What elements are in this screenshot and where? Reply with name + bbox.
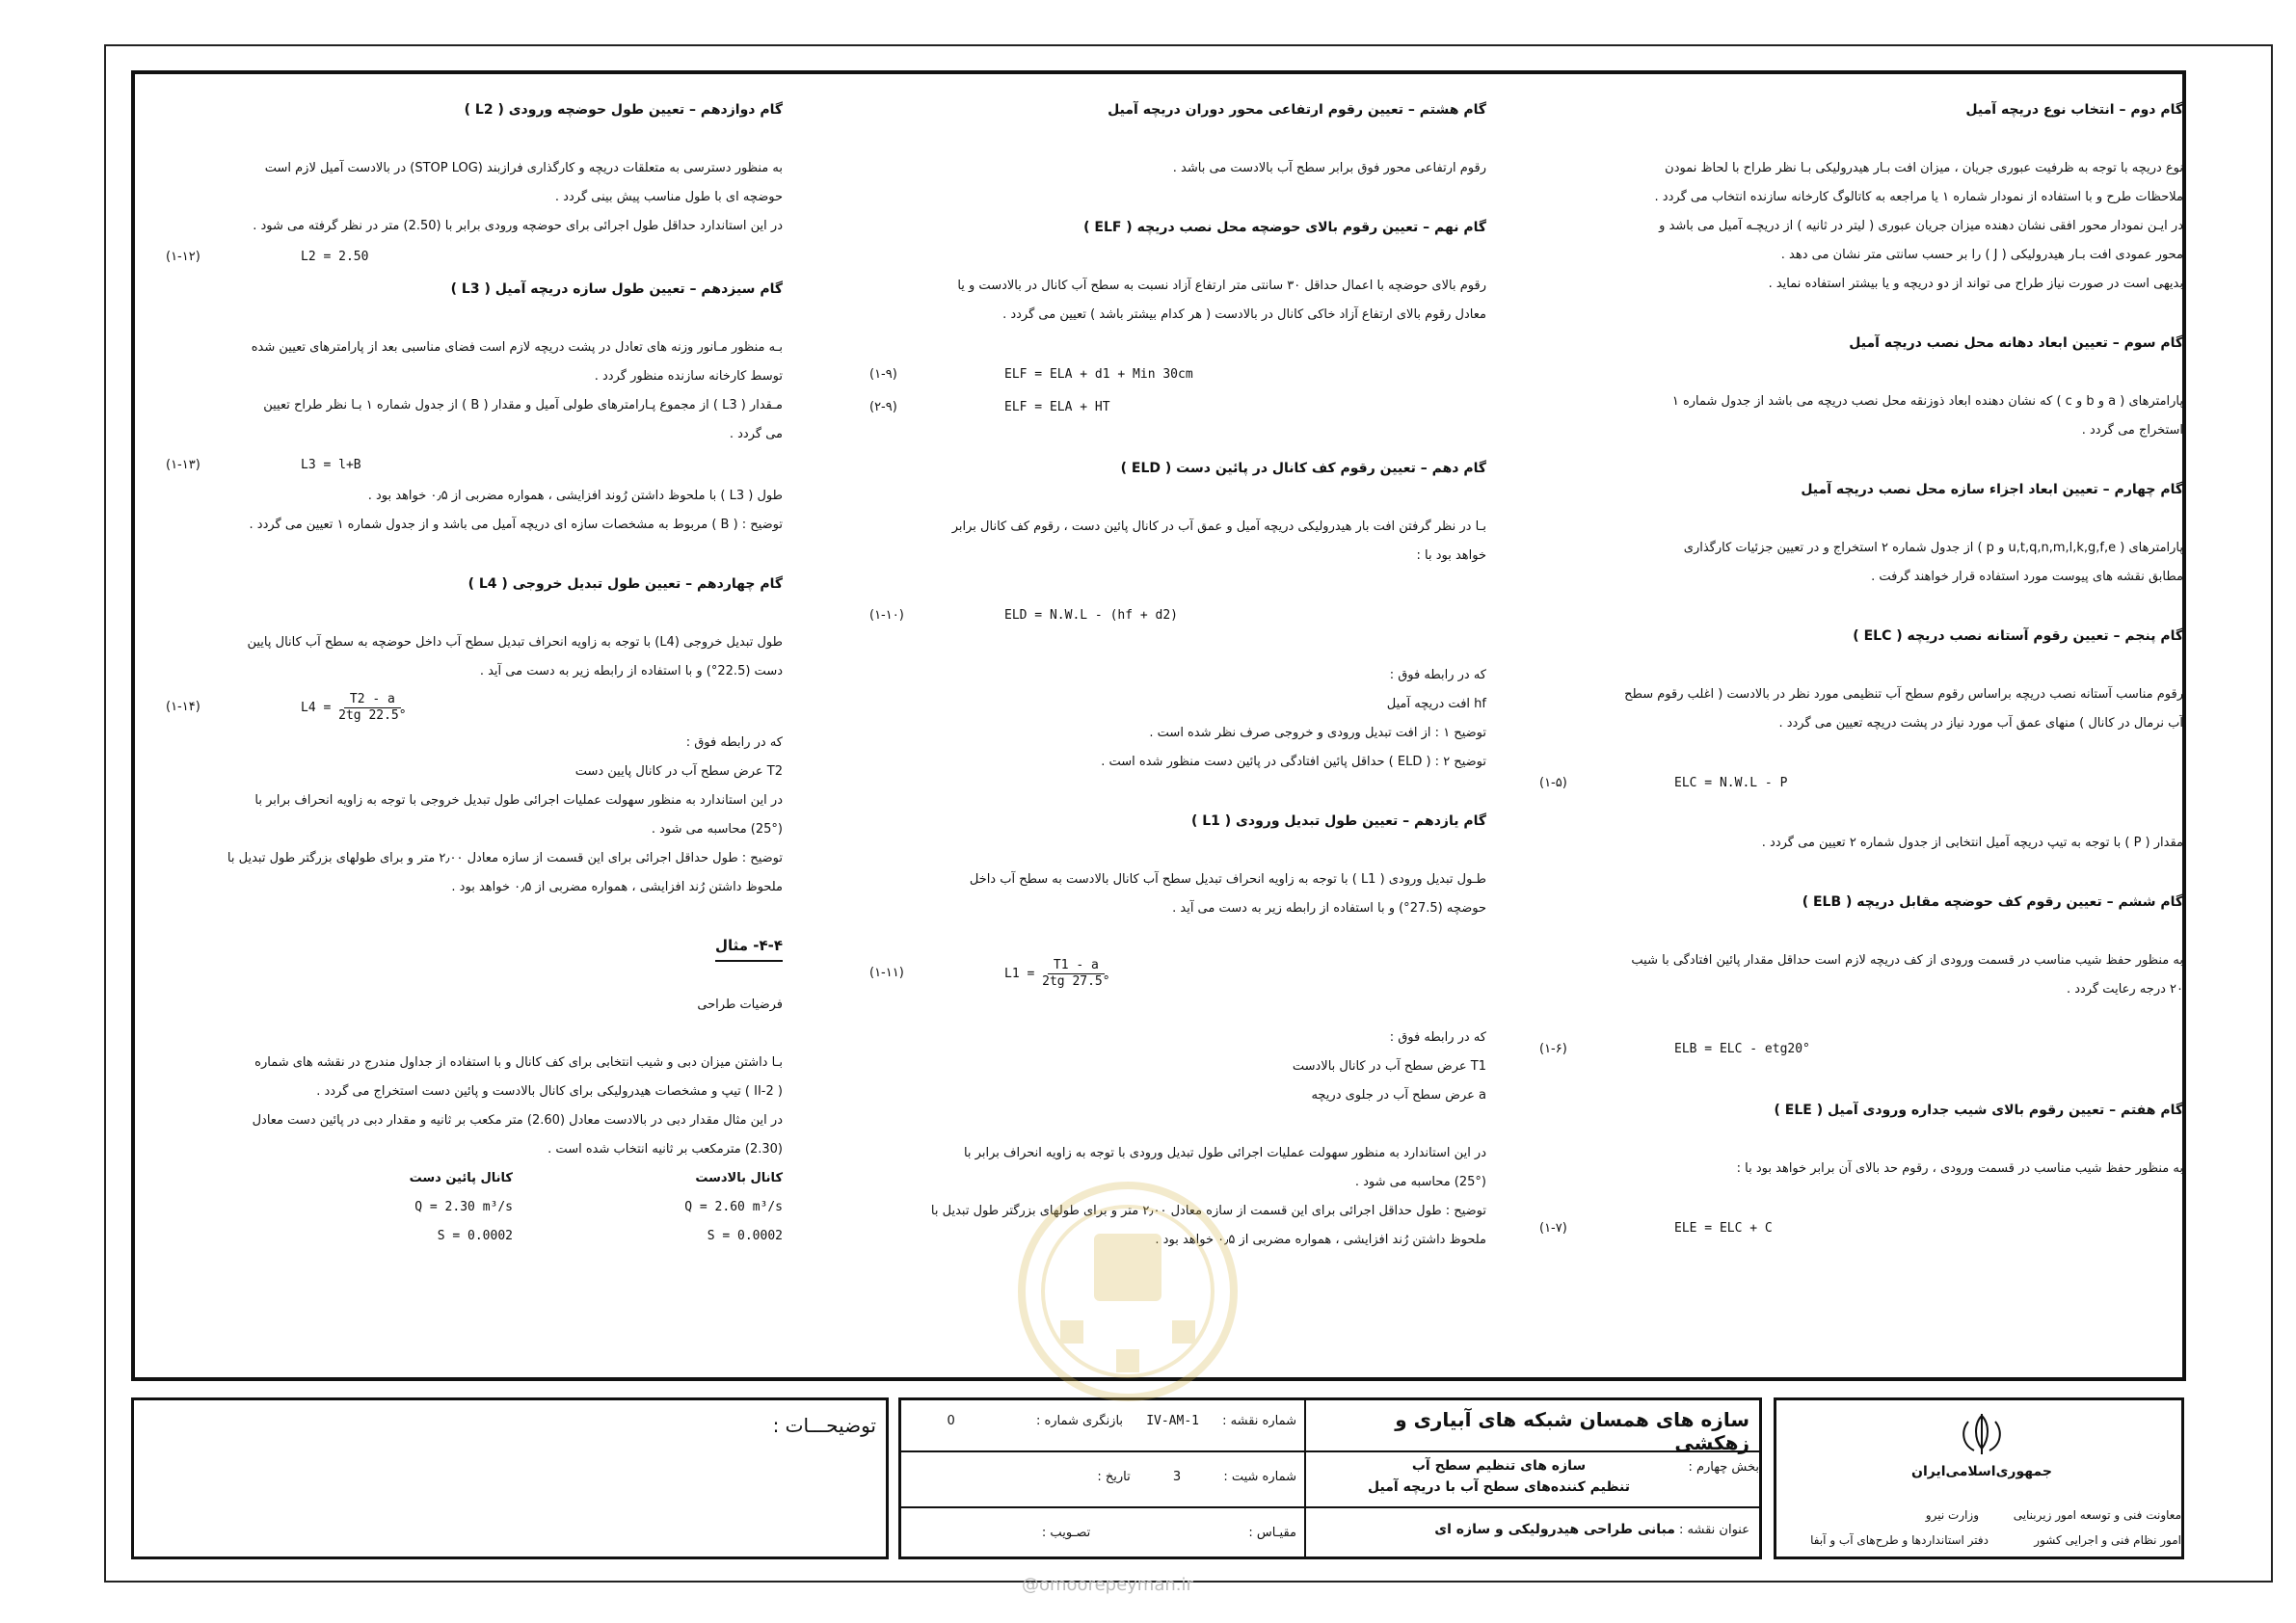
paragraph: در این مثال مقدار دبی در بالادست معادل (2.60) متر مکعب بر ثانیه و مقدار دبی در پائین دست معادل bbox=[252, 1113, 783, 1128]
country-name: جمهوری‌اسلامی‌ایران bbox=[1911, 1464, 2052, 1479]
org-line: معاونت فنی و توسعه امور زیربنایی bbox=[2013, 1508, 2181, 1522]
upstream-discharge: Q = 2.60 m³/s bbox=[684, 1200, 783, 1214]
equation-formula: ELB = ELC - etg20° bbox=[1674, 1042, 1810, 1056]
paragraph: به منظور حفظ شیب مناسب در قسمت ورودی از کف دریچه لازم است حداقل مقدار پائین افتادگی با شیب bbox=[1631, 953, 2183, 968]
iran-emblem-icon bbox=[1953, 1410, 2011, 1464]
equation-formula: ELC = N.W.L - P bbox=[1674, 776, 1788, 790]
drawing-title: مبانی طراحی هیدرولیکی و سازه ای bbox=[1434, 1522, 1675, 1537]
heading-step-9: گام نهم – تعیین رقوم بالای حوضچه محل نصب دریچه ( ELF ) bbox=[1083, 220, 1486, 235]
paragraph: ۲۰ درجه رعایت گردد . bbox=[2066, 982, 2183, 997]
paragraph: استخراج می گردد . bbox=[2081, 423, 2183, 438]
paragraph: رقوم بالای حوضچه با اعمال حداقل ۳۰ سانتی متر ارتفاع آزاد نسبت به سطح آب کانال در بالادست و یا bbox=[957, 279, 1486, 293]
heading-step-3: گام سوم – تعیین ابعاد دهانه محل نصب دریچه آمیل bbox=[1849, 335, 2183, 351]
equation-1-11 bbox=[869, 952, 1486, 995]
drawing-title-row bbox=[1316, 1522, 1749, 1537]
revision-label: بازنگری شماره : bbox=[1035, 1414, 1124, 1428]
equation-formula: ELD = N.W.L - (hf + d2) bbox=[1004, 608, 1179, 623]
paragraph: (25°) محاسبه می شود . bbox=[651, 822, 783, 837]
paragraph: توضیح : ( B ) مربوط به مشخصات سازه ای دریچه آمیل می باشد و از جدول شماره ۱ تعیین می گردد . bbox=[249, 518, 783, 532]
part-subtitle: تنظیم کننده‌های سطح آب با دریچه آمیل bbox=[1368, 1479, 1630, 1495]
equation-lhs: L1 = bbox=[1004, 966, 1035, 981]
equation-1-14 bbox=[166, 686, 783, 729]
equation-2-9 bbox=[869, 391, 1486, 424]
equation-1-7 bbox=[1539, 1212, 2183, 1245]
heading-step-4: گام چهارم – تعیین ابعاد اجزاء سازه محل نصب دریچه آمیل bbox=[1801, 482, 2183, 497]
drawing-title-label: عنوان نقشه : bbox=[1679, 1523, 1749, 1537]
heading-step-11: گام یازدهم – تعیین طول تبدیل ورودی ( L1 ) bbox=[1190, 813, 1486, 829]
equation-1-13 bbox=[166, 449, 783, 482]
downstream-slope: S = 0.0002 bbox=[437, 1229, 513, 1243]
paragraph: (2.30) مترمکعب بر ثانیه انتخاب شده است . bbox=[547, 1142, 783, 1157]
notes-label: توضیحـــات : bbox=[772, 1414, 876, 1437]
equation-formula: ELF = ELA + d1 + Min 30cm bbox=[1004, 367, 1193, 382]
heading-step-6: گام ششم – تعیین رقوم کف حوضچه مقابل دریچه ( ELB ) bbox=[1802, 894, 2183, 910]
drawing-number-row bbox=[911, 1414, 1296, 1428]
equation-number: (۱-۱۱) bbox=[869, 966, 904, 980]
upstream-slope: S = 0.0002 bbox=[707, 1229, 783, 1243]
org-line: امور نظام فنی و اجرایی کشور bbox=[2034, 1533, 2181, 1547]
sheet-number-row bbox=[911, 1470, 1296, 1484]
heading-step-8: گام هشتم – تعیین رقوم ارتفاعی محور دوران دریچه آمیل bbox=[1108, 102, 1486, 118]
equation-number: (۱-۶) bbox=[1539, 1042, 1567, 1056]
part-title: سازه های تنظیم سطح آب bbox=[1411, 1458, 1587, 1474]
paragraph: در ایـن نمودار محور افقی نشان دهنده میزان جریان عبوری ( لیتر در ثانیه ) از دریچـه آمیل می باشد و bbox=[1659, 219, 2183, 233]
paragraph: طـول تبدیل ورودی ( L1 ) با توجه به زاویه انحراف تبدیل سطح آب کانال بالادست به سطح آب داخل bbox=[969, 872, 1486, 887]
project-title: سازه های همسان شبکه های آبیاری و زهکشی bbox=[1395, 1408, 1749, 1454]
equation-lhs: L4 = bbox=[301, 700, 332, 715]
equation-number: (۲-۹) bbox=[869, 400, 897, 414]
paragraph: پارامترهای ( a و b و c ) که نشان دهنده ابعاد ذوزنقه محل نصب دریچه می باشد از جدول شماره ۱ bbox=[1671, 394, 2183, 409]
paragraph: حوضچه ای با طول مناسب پیش بینی گردد . bbox=[554, 190, 783, 204]
paragraph: ملحوظ داشتن رُند افزایشی ، همواره مضربی از ۰٫۵ خواهد بود . bbox=[451, 880, 783, 894]
paragraph: در این استاندارد به منظور سهولت عملیات اجرائی طول تبدیل خروجی با توجه به زاویه انحراف برابر با bbox=[254, 793, 783, 808]
equation-number: (۱-۵) bbox=[1539, 776, 1567, 790]
heading-step-12: گام دوازدهم – تعیین طول حوضچه ورودی ( L2 ) bbox=[464, 102, 783, 118]
paragraph: ( II-2 ) تیپ و مشخصات هیدرولیکی برای کانال بالادست و پائین دست استخراج می گردد . bbox=[316, 1084, 783, 1099]
equation-1-6 bbox=[1539, 1033, 2183, 1066]
column-right bbox=[1539, 94, 2183, 1245]
paragraph: بـه منظور مـانور وزنه های تعادل در پشت دریچه لازم است فضای مناسبی بعد از پارامترهای تعیین شده bbox=[251, 340, 783, 355]
paragraph: معادل رقوم بالای ارتفاع آزاد خاکی کانال در بالادست ( هر کدام بیشتر باشد ) تعیین می گردد . bbox=[1002, 307, 1486, 322]
paragraph: حوضچه (27.5°) و با استفاده از رابطه زیر به دست می آید . bbox=[1172, 901, 1486, 916]
example-channel-table bbox=[166, 1164, 783, 1251]
equation-formula bbox=[301, 692, 783, 724]
heading-step-14: گام چهاردهم – تعیین طول تبدیل خروجی ( L4 ) bbox=[467, 576, 783, 592]
paragraph: توسط کارخانه سازنده منظور گردد . bbox=[594, 369, 783, 384]
heading-step-5: گام پنجم – تعیین رقوم آستانه نصب دریچه ( ELC ) bbox=[1853, 628, 2183, 644]
paragraph: رقوم مناسب آستانه نصب دریچه براساس رقوم سطح آب تنظیمی مورد نظر در بالادست ( اغلب رقوم سطح bbox=[1624, 687, 2183, 702]
paragraph: T2 عرض سطح آب در کانال پایین دست bbox=[574, 764, 783, 779]
paragraph: در این استاندارد به منظور سهولت عملیات اجرائی طول تبدیل ورودی با توجه به زاویه انحراف برابر با bbox=[963, 1146, 1486, 1160]
paragraph: توضیح ۱ : از افت تبدیل ورودی و خروجی صرف نظر شده است . bbox=[1149, 726, 1486, 740]
column-middle bbox=[869, 94, 1486, 1255]
paragraph: نوع دریچه با توجه به ظرفیت عبوری جریان ، میزان افت بـار هیدرولیکی بـا نظر طراح با لحاظ نمودن bbox=[1665, 161, 2183, 175]
paragraph: مـقدار ( L3 ) از مجموع پـارامترهای طولی آمیل و مقدار ( B ) از جدول شماره ۱ بـا نظر طراح تعیین bbox=[263, 398, 783, 412]
revision-number: 0 bbox=[947, 1414, 955, 1428]
fraction bbox=[1042, 958, 1109, 990]
org-line: وزارت نیرو bbox=[1925, 1508, 1979, 1522]
fraction-numerator: T2 - a bbox=[344, 692, 401, 708]
fraction bbox=[338, 692, 406, 724]
paragraph: خواهد بود با : bbox=[1416, 548, 1486, 563]
downstream-discharge: Q = 2.30 m³/s bbox=[414, 1200, 513, 1214]
drawing-number: IV-AM-1 bbox=[1146, 1414, 1199, 1428]
drawing-number-label: شماره نقشه : bbox=[1222, 1414, 1296, 1428]
paragraph: رقوم ارتفاعی محور فوق برابر سطح آب بالادست می باشد . bbox=[1172, 161, 1486, 175]
heading-step-10: گام دهم – تعیین رقوم کف کانال در پائین دست ( ELD ) bbox=[1120, 461, 1486, 476]
part-label: بخش چهارم : bbox=[1688, 1460, 1759, 1475]
equation-1-12 bbox=[166, 241, 783, 274]
paragraph: ملحوظ داشتن رُند افزایشی ، همواره مضربی از ۰٫۵ خواهد بود . bbox=[1155, 1233, 1486, 1247]
equation-formula: ELE = ELC + C bbox=[1674, 1221, 1773, 1236]
fraction-numerator: T1 - a bbox=[1048, 958, 1105, 974]
paragraph: پارامترهای ( u,t,q,n,m,l,k,g,f,e و p ) از جدول شماره ۲ استخراج و در تعیین جزئیات کارگذاری bbox=[1683, 541, 2183, 555]
paragraph: طول تبدیل خروجی (L4) با توجه به زاویه انحراف تبدیل سطح آب داخل حوضچه به سطح آب کانال پایین bbox=[247, 635, 783, 650]
paragraph: بـا در نظر گرفتن افت بار هیدرولیکی دریچه آمیل و عمق آب در کانال پائین دست ، رقوم کف کانال برابر bbox=[951, 519, 1486, 534]
example-heading: ۴-۴- مثال bbox=[715, 931, 783, 962]
paragraph: به منظور حفظ شیب مناسب در قسمت ورودی ، رقوم حد بالای آن برابر خواهد بود با : bbox=[1736, 1161, 2183, 1176]
paragraph: در این استاندارد حداقل طول اجرائی برای حوضچه ورودی برابر با (2.50) متر در نظر گرفته می شود . bbox=[253, 219, 783, 233]
heading-step-7: گام هفتم – تعیین رقوم بالای شیب جداره ورودی آمیل ( ELE ) bbox=[1774, 1103, 2183, 1118]
paragraph: به منظور دسترسی به متعلقات دریچه و کارگذاری فرازبند (STOP LOG) در بالادست آمیل لازم است bbox=[264, 161, 783, 175]
equation-formula: L3 = l+B bbox=[301, 458, 361, 472]
paragraph: می گردد . bbox=[729, 427, 783, 441]
column-left bbox=[166, 94, 783, 1251]
paragraph: دست (22.5°) و با استفاده از رابطه زیر به دست می آید . bbox=[479, 664, 783, 678]
paragraph: بـا داشتن میزان دبی و شیب انتخابی برای کف کانال و با استفاده از جداول مندرج در نقشه های شماره bbox=[254, 1055, 783, 1070]
paragraph: ملاحظات طرح و با استفاده از نمودار شماره ۱ یا مراجعه به کاتالوگ کارخانه سازنده انتخاب می گردد . bbox=[1654, 190, 2183, 204]
fraction-denominator: 2tg 22.5° bbox=[338, 707, 407, 723]
equation-1-10 bbox=[869, 599, 1486, 632]
upstream-channel bbox=[571, 1164, 783, 1251]
paragraph: مقدار ( P ) با توجه به تیپ دریچه آمیل انتخابی از جدول شماره ۲ تعیین می گردد . bbox=[1761, 836, 2183, 850]
approval-label: تصـویب : bbox=[1041, 1526, 1091, 1540]
equation-formula: L2 = 2.50 bbox=[301, 250, 369, 264]
paragraph: محور عمودی افت بـار هیدرولیکی ( J ) را بر حسب سانتی متر نشان می دهد . bbox=[1780, 248, 2183, 262]
paragraph: مطابق نقشه های پیوست مورد استفاده قرار خواهند گرفت . bbox=[1871, 570, 2183, 584]
equation-number: (۱-۱۲) bbox=[166, 250, 200, 264]
example-subheading: فرضیات طراحی bbox=[697, 998, 783, 1012]
title-block-notes bbox=[131, 1397, 889, 1559]
watermark-site: @omoorepeyman.ir bbox=[1022, 1575, 1193, 1595]
sheet-number: 3 bbox=[1172, 1470, 1182, 1484]
heading-step-2: گام دوم – انتخاب نوع دریچه آمیل bbox=[1965, 102, 2183, 118]
paragraph: که در رابطه فوق : bbox=[1389, 1030, 1486, 1045]
paragraph: توضیح : طول حداقل اجرائی برای این قسمت از سازه معادل ۲٫۰۰ متر و برای طولهای بزرگتر طول تبدیل با bbox=[930, 1204, 1486, 1218]
scale-row bbox=[911, 1526, 1296, 1540]
paragraph: که در رابطه فوق : bbox=[685, 735, 783, 750]
paragraph: (25°) محاسبه می شود . bbox=[1354, 1175, 1486, 1189]
equation-1-9 bbox=[869, 359, 1486, 391]
paragraph: توضیح ۲ : ( ELD ) حداقل پائین افتادگی در پائین دست منظور شده است . bbox=[1101, 755, 1486, 769]
date-label: تاریخ : bbox=[1097, 1470, 1131, 1484]
downstream-title: کانال پائین دست bbox=[409, 1171, 513, 1185]
equation-1-5 bbox=[1539, 767, 2183, 800]
equation-number: (۱-۹) bbox=[869, 367, 897, 382]
paragraph: آب نرمال در کانال ) منهای عمق آب مورد نیاز در پشت دریچه تعیین می گردد . bbox=[1778, 716, 2183, 731]
paragraph: T1 عرض سطح آب در کانال بالادست bbox=[1292, 1059, 1486, 1074]
equation-number: (۱-۱۴) bbox=[166, 700, 200, 714]
fraction-denominator: 2tg 27.5° bbox=[1042, 973, 1110, 989]
scale-label: مقیـاس : bbox=[1248, 1526, 1296, 1540]
heading-step-13: گام سیزدهم – تعیین طول سازه دریچه آمیل ( L3 ) bbox=[450, 281, 783, 297]
title-block-organization bbox=[1774, 1397, 2184, 1559]
org-line: دفتر استانداردها و طرح‌های آب و آبفا bbox=[1810, 1533, 1989, 1547]
equation-number: (۱-۱۳) bbox=[166, 458, 200, 472]
paragraph: hf افت دریچه آمیل bbox=[1386, 697, 1486, 711]
equation-number: (۱-۷) bbox=[1539, 1221, 1567, 1236]
sheet-number-label: شماره شیت : bbox=[1223, 1470, 1296, 1484]
upstream-title: کانال بالادست bbox=[695, 1171, 783, 1185]
paragraph: که در رابطه فوق : bbox=[1389, 668, 1486, 682]
paragraph: توضیح : طول حداقل اجرائی برای این قسمت از سازه معادل ۲٫۰۰ متر و برای طولهای بزرگتر طول تبدیل با bbox=[227, 851, 783, 865]
paragraph: a عرض سطح آب در جلوی دریچه bbox=[1311, 1088, 1486, 1103]
downstream-channel bbox=[301, 1164, 513, 1251]
title-block-drawing bbox=[898, 1397, 1762, 1559]
equation-number: (۱-۱۰) bbox=[869, 608, 904, 623]
equation-formula bbox=[1004, 958, 1486, 990]
paragraph: طول ( L3 ) با ملحوظ داشتن رُوند افزایشی ، همواره مضربی از ۰٫۵ خواهد بود . bbox=[367, 489, 783, 503]
equation-formula: ELF = ELA + HT bbox=[1004, 400, 1110, 414]
paragraph: بدیهی است در صورت نیاز طراح می تواند از دو دریچه و یا بیشتر استفاده نماید . bbox=[1768, 277, 2183, 291]
